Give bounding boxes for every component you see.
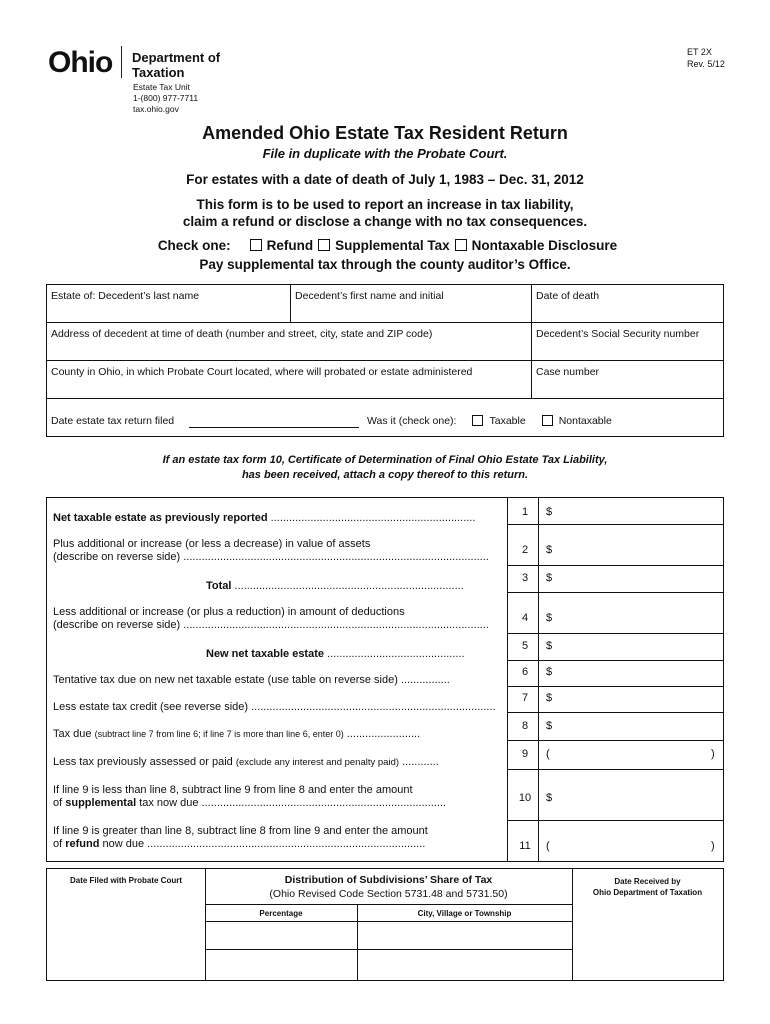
address-field[interactable]: Address of decedent at time of death (number and street, city, state and ZIP code) [51,328,433,340]
supplemental-checkbox[interactable] [318,239,330,251]
line-9-amount[interactable]: ( [546,748,550,760]
line-6-num: 6 [521,666,529,678]
pay-note: Pay supplemental tax through the county auditor’s Office. [199,257,571,272]
check-one-row [0,238,770,253]
line-1-num: 1 [521,506,529,518]
line-6-amount[interactable]: $ [546,666,553,678]
line-5-amount[interactable]: $ [546,640,553,652]
county-field[interactable]: County in Ohio, in which Probate Court located, where will probated or estate administered [51,366,473,378]
nontaxable-return-checkbox[interactable] [542,415,553,426]
ohio-logo: Ohio [48,46,113,79]
line-2-amount[interactable]: $ [546,544,553,556]
distribution-subtitle: (Ohio Revised Code Section 5731.48 and 5731.50) [269,888,508,900]
line-4-text: Less additional or increase (or plus a reduction) in amount of deductions (describe on reverse side) .................................................................................................... [53,606,489,631]
line-11-close: ) [711,840,715,852]
form-subtitle: File in duplicate with the Probate Court. [262,146,508,161]
form-title: Amended Ohio Estate Tax Resident Return [202,123,568,143]
distribution-title: Distribution of Subdivisions’ Share of Tax [284,874,493,886]
nontaxable-return-label: Nontaxable [558,415,612,427]
line-7-num: 7 [521,692,529,704]
decedent-info-box [46,284,724,437]
date-filed-probate[interactable]: Date Filed with Probate Court [69,876,182,885]
line-3-text: Total ........................................................................... [206,580,464,592]
line-4-amount[interactable]: $ [546,612,553,624]
was-it-label: Was it (check one): [367,415,457,427]
line-2-num: 2 [521,544,529,556]
supplemental-label: Supplemental Tax [335,238,450,253]
refund-label: Refund [266,238,314,253]
line-11-amount[interactable]: ( [546,840,550,852]
line-7-amount[interactable]: $ [546,692,553,704]
nontaxable-label: Nontaxable Disclosure [471,238,618,253]
date-filed-line[interactable] [189,427,359,428]
applies-to: For estates with a date of death of July 1, 1983 – Dec. 31, 2012 [186,172,584,187]
line-7-text: Less estate tax credit (see reverse side) ................................................................................ [53,701,496,713]
line-9-close: ) [711,748,715,760]
line-8-text: Tax due (subtract line 7 from line 6; if line 7 is more than line 6, enter 0) ........................ [53,728,421,740]
attach-note: If an estate tax form 10, Certificate of Determination of Final Ohio Estate Tax Liability, has been received, attach a copy thereof to this return. [162,454,608,481]
line-6-text: Tentative tax due on new net taxable estate (use table on reverse side) ................ [53,674,450,686]
date-received[interactable]: Date Received by Ohio Department of Taxation [592,877,703,897]
taxable-checkbox[interactable] [472,415,483,426]
line-9-text: Less tax previously assessed or paid (exclude any interest and penalty paid) ............ [53,756,439,768]
line-4-num: 4 [521,612,529,624]
contact-info: Estate Tax Unit 1-(800) 977-7711 tax.ohio.gov [133,82,199,114]
line-3-num: 3 [521,572,529,584]
form-id: ET 2X Rev. 5/12 [687,47,725,69]
first-name-field[interactable]: Decedent’s first name and initial [295,290,444,302]
city-header: City, Village or Township [417,909,512,918]
last-name-field[interactable]: Estate of: Decedent’s last name [51,290,200,302]
line-11-text: If line 9 is greater than line 8, subtract line 8 from line 9 and enter the amount of refund now due ........................................................................................... [53,825,428,850]
line-1-amount[interactable]: $ [546,506,553,518]
line-10-amount[interactable]: $ [546,792,553,804]
department-name: Department of Taxation [132,50,221,80]
line-1-text: Net taxable estate as previously reported ................................................................... [53,512,476,524]
date-of-death-field[interactable]: Date of death [536,290,600,302]
date-filed-label: Date estate tax return filed [51,415,175,427]
distribution-box [46,868,724,981]
nontaxable-checkbox[interactable] [455,239,467,251]
line-9-num: 9 [521,748,529,760]
line-3-amount[interactable]: $ [546,572,553,584]
purpose-line-2: claim a refund or disclose a change with no tax consequences. [182,214,588,229]
line-5-text: New net taxable estate ............................................. [206,648,465,660]
line-8-num: 8 [521,720,529,732]
ssn-field[interactable]: Decedent’s Social Security number [536,328,700,340]
line-5-num: 5 [521,640,529,652]
refund-checkbox[interactable] [250,239,262,251]
percentage-header: Percentage [259,909,303,918]
logo-divider [121,46,122,78]
was-it-row [363,415,616,432]
taxable-label: Taxable [489,415,526,427]
purpose-line-1: This form is to be used to report an increase in tax liability, [196,197,574,212]
line-8-amount[interactable]: $ [546,720,553,732]
case-number-field[interactable]: Case number [536,366,600,378]
check-one-label: Check one: [157,238,231,253]
line-10-num: 10 [518,792,532,804]
line-10-text: If line 9 is less than line 8, subtract line 9 from line 8 and enter the amount of supplemental tax now due ................................................................................ [53,784,447,809]
line-11-num: 11 [519,840,531,852]
line-2-text: Plus additional or increase (or less a decrease) in value of assets (describe on reverse side) .................................................................................................... [53,538,489,563]
tax-lines-table [46,497,724,862]
